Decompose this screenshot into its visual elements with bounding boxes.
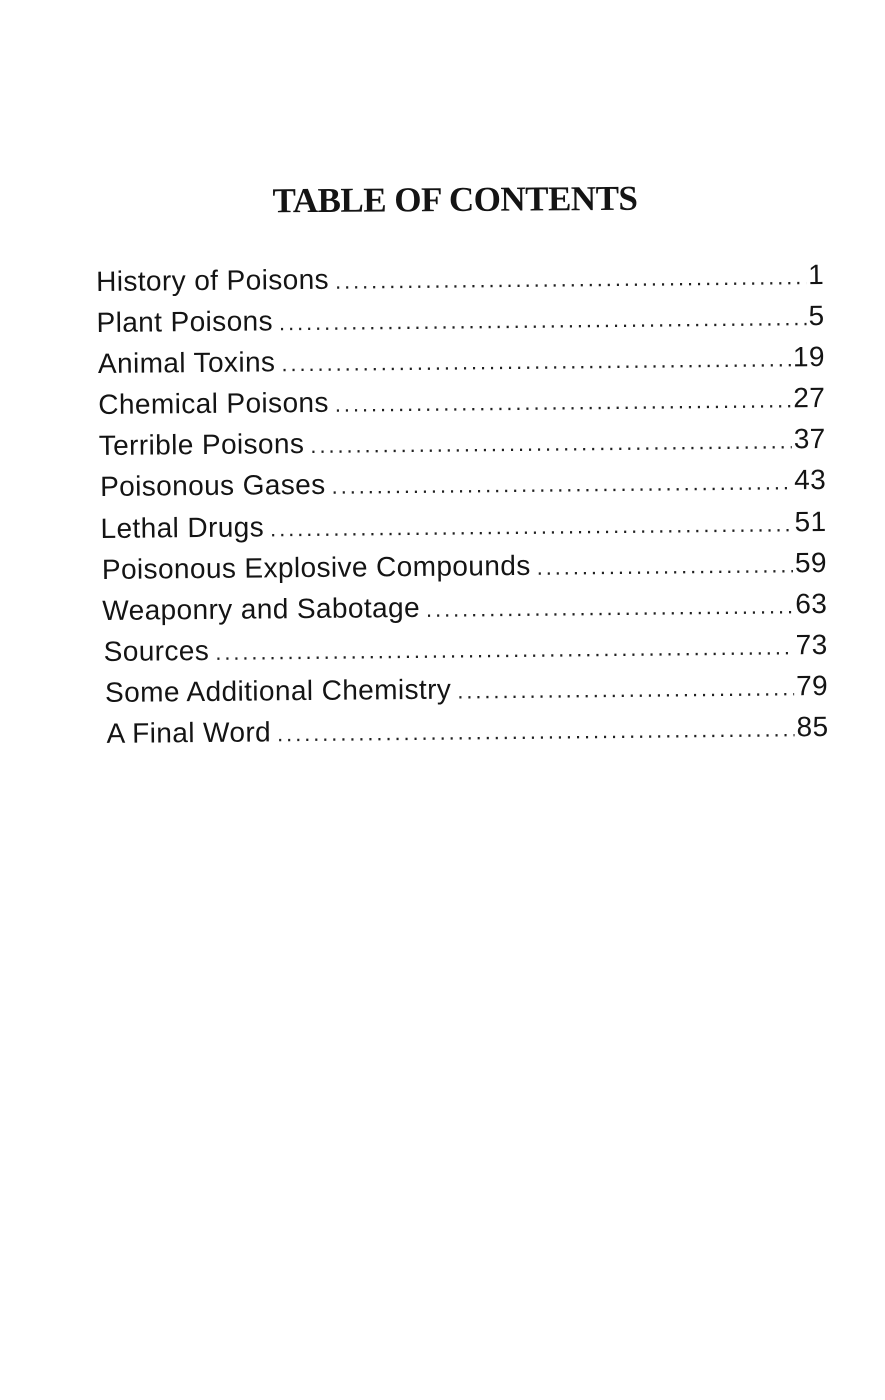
dot-leader <box>426 593 794 623</box>
toc-entry-page: 85 <box>796 711 829 743</box>
toc-entry <box>98 506 826 554</box>
toc-entry-title: Poisonous Explosive Compounds <box>101 549 531 585</box>
toc-entry-title: Lethal Drugs <box>100 510 265 544</box>
toc-entry-page: 73 <box>795 628 828 661</box>
toc-entry-title: Some Additional Chemistry <box>104 673 452 708</box>
dot-leader <box>277 716 795 747</box>
toc-entry-page: 51 <box>794 505 827 537</box>
toc-list <box>96 259 829 759</box>
toc-entry-title: Weaponry and Sabotage <box>102 591 421 626</box>
toc-entry-page: 79 <box>795 669 829 702</box>
toc-entry-title: Animal Toxins <box>97 346 276 380</box>
dot-leader <box>335 264 806 295</box>
toc-entry <box>98 464 826 512</box>
dot-leader <box>537 552 794 580</box>
toc-entry <box>99 547 827 595</box>
toc-entry-page: 63 <box>795 587 828 620</box>
toc-entry-page: 37 <box>793 423 826 455</box>
toc-entry-title: Sources <box>103 634 210 667</box>
toc-entry <box>100 670 828 718</box>
toc-entry <box>98 423 826 471</box>
toc-entry-title: History of Poisons <box>96 263 330 297</box>
toc-entry-page: 19 <box>792 341 826 373</box>
toc-entry <box>99 588 827 636</box>
toc-entry-page: 43 <box>793 464 827 496</box>
toc-entry <box>100 711 828 759</box>
toc-entry-page: 59 <box>794 546 828 578</box>
toc-entry-title: Poisonous Gases <box>99 469 326 503</box>
dot-leader <box>310 429 792 460</box>
dot-leader <box>279 305 807 336</box>
toc-entry-title: Plant Poisons <box>96 305 274 339</box>
toc-entry-title: Terrible Poisons <box>98 428 305 462</box>
toc-entry-title: Chemical Poisons <box>98 387 329 421</box>
toc-entry <box>97 382 825 430</box>
toc-entry-page: 1 <box>807 259 825 291</box>
dot-leader <box>457 675 794 704</box>
toc-entry-page: 27 <box>793 382 826 414</box>
dot-leader <box>331 470 792 500</box>
dot-leader <box>335 388 792 418</box>
dot-leader <box>281 347 791 378</box>
toc-entry <box>97 341 825 389</box>
toc-entry <box>96 259 824 307</box>
toc-entry <box>100 629 828 677</box>
dot-leader <box>270 511 793 542</box>
dot-leader <box>215 634 794 666</box>
toc-entry <box>96 300 824 348</box>
toc-heading: TABLE OF CONTENTS <box>272 178 638 221</box>
toc-entry-title: A Final Word <box>106 716 272 749</box>
toc-entry-page: 5 <box>808 300 825 332</box>
